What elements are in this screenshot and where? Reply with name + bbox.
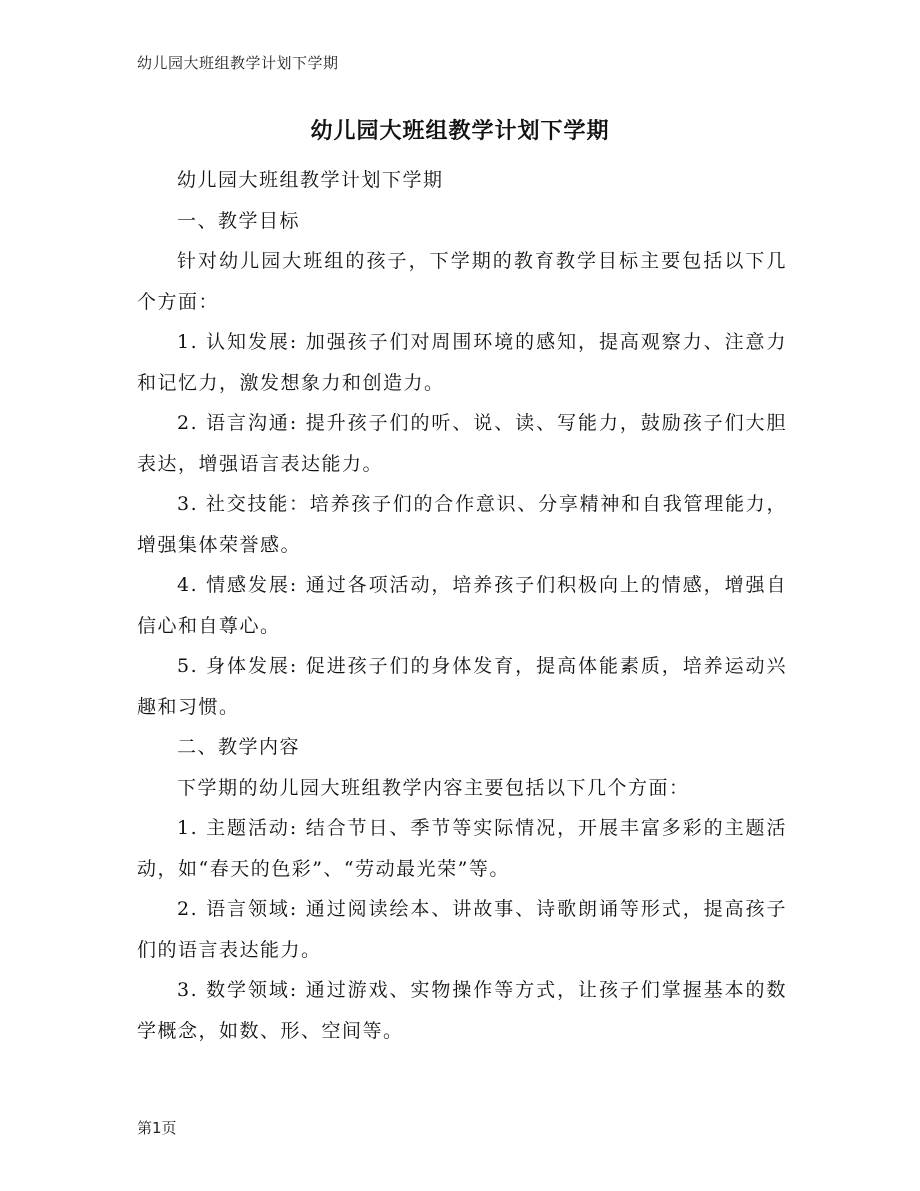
content-item-math: 3. 数学领域: 通过游戏、实物操作等方式，让孩子们掌握基本的数学概念，如数、形、空间等。 <box>137 979 787 1042</box>
section-heading-goals: 一、教学目标 <box>177 209 301 232</box>
goal-item-emotional: 4. 情感发展: 通过各项活动，培养孩子们积极向上的情感，增强自信心和自尊心。 <box>137 574 787 637</box>
document-body <box>137 160 787 1051</box>
goal-item-language: 2. 语言沟通: 提升孩子们的听、说、读、写能力，鼓励孩子们大胆表达，增强语言表达能力。 <box>137 412 787 475</box>
content-item-theme: 1. 主题活动: 结合节日、季节等实际情况，开展丰富多彩的主题活动，如“春天的色彩”、“劳动最光荣”等。 <box>137 817 787 880</box>
content-item-language: 2. 语言领域: 通过阅读绘本、讲故事、诗歌朗诵等形式，提高孩子们的语言表达能力。 <box>137 898 787 961</box>
running-header: 幼儿园大班组教学计划下学期 <box>137 54 339 72</box>
section-heading-content: 二、教学内容 <box>177 736 301 758</box>
goal-item-social: 3. 社交技能：培养孩子们的合作意识、分享精神和自我管理能力，增强集体荣誉感。 <box>137 493 787 556</box>
document-title: 幼儿园大班组教学计划下学期 <box>310 119 610 144</box>
paragraph-content-intro: 下学期的幼儿园大班组教学内容主要包括以下几个方面： <box>177 776 690 799</box>
goal-item-physical: 5. 身体发展: 促进孩子们的身体发育，提高体能素质，培养运动兴趣和习惯。 <box>137 655 787 718</box>
goal-item-cognitive: 1. 认知发展: 加强孩子们对周围环境的感知，提高观察力、注意力和记忆力，激发想象力和创造力。 <box>137 331 787 394</box>
paragraph-goals-intro: 针对幼儿园大班组的孩子，下学期的教育教学目标主要包括以下几个方面： <box>137 250 787 313</box>
paragraph-subtitle: 幼儿园大班组教学计划下学期 <box>177 169 444 191</box>
page-number: 第1页 <box>137 1119 177 1137</box>
